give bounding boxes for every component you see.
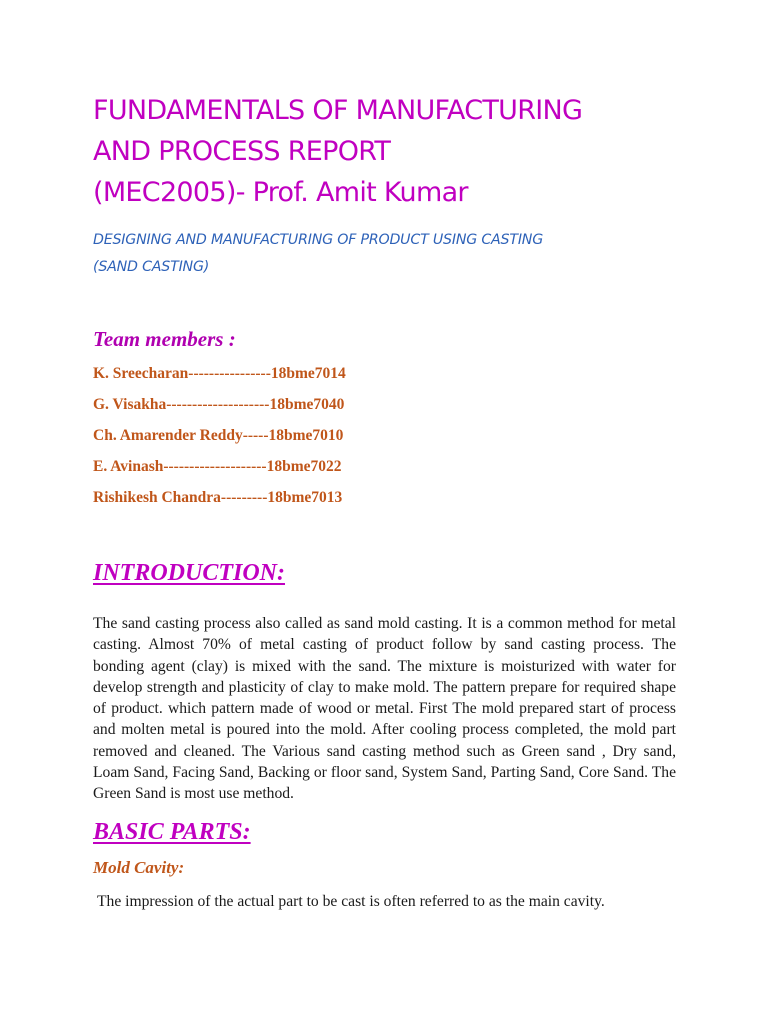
mold-cavity-heading: Mold Cavity: (93, 857, 185, 877)
team-members-list (93, 358, 676, 513)
basic-parts-heading: BASIC PARTS: (93, 818, 251, 845)
report-subtitle (93, 227, 676, 281)
team-member: K. Sreecharan----------------18bme7014 (93, 365, 346, 382)
report-subtitle-line-1: DESIGNING AND MANUFACTURING OF PRODUCT USING CASTING (93, 232, 544, 248)
team-member: G. Visakha--------------------18bme7040 (93, 396, 345, 413)
team-member: Ch. Amarender Reddy-----18bme7010 (93, 427, 344, 444)
report-title-line-2: AND PROCESS REPORT (93, 136, 391, 167)
introduction-paragraph: The sand casting process also called as sand mold casting. It is a common method for metal casting. Almost 70% of metal casting of product follow by sand casting process. The bonding agent (clay) is mixed with the sand. The mixture is moisturized with water for develop strength and plasticity of clay to make mold. The pattern prepare for required shape of product. which pattern made of wood or metal. First The mold prepared start of process and molten metal is poured into the mold. After cooling process completed, the mold part removed and cleaned. The Various sand casting method such as Green sand , Dry sand, Loam Sand, Facing Sand, Backing or floor sand, System Sand, Parting Sand, Core Sand. The Green Sand is most use method. (93, 615, 676, 803)
report-title-line-1: FUNDAMENTALS OF MANUFACTURING (93, 95, 583, 126)
mold-cavity-paragraph: The impression of the actual part to be cast is often referred to as the main cavity. (97, 892, 605, 910)
report-subtitle-line-2: (SAND CASTING) (93, 259, 210, 275)
introduction-heading: INTRODUCTION: (93, 560, 285, 586)
team-member: E. Avinash--------------------18bme7022 (93, 458, 342, 475)
team-member: Rishikesh Chandra---------18bme7013 (93, 489, 343, 506)
report-title-line-3: (MEC2005)- Prof. Amit Kumar (93, 177, 468, 208)
report-title (93, 0, 676, 213)
team-members-heading: Team members : (93, 327, 236, 351)
